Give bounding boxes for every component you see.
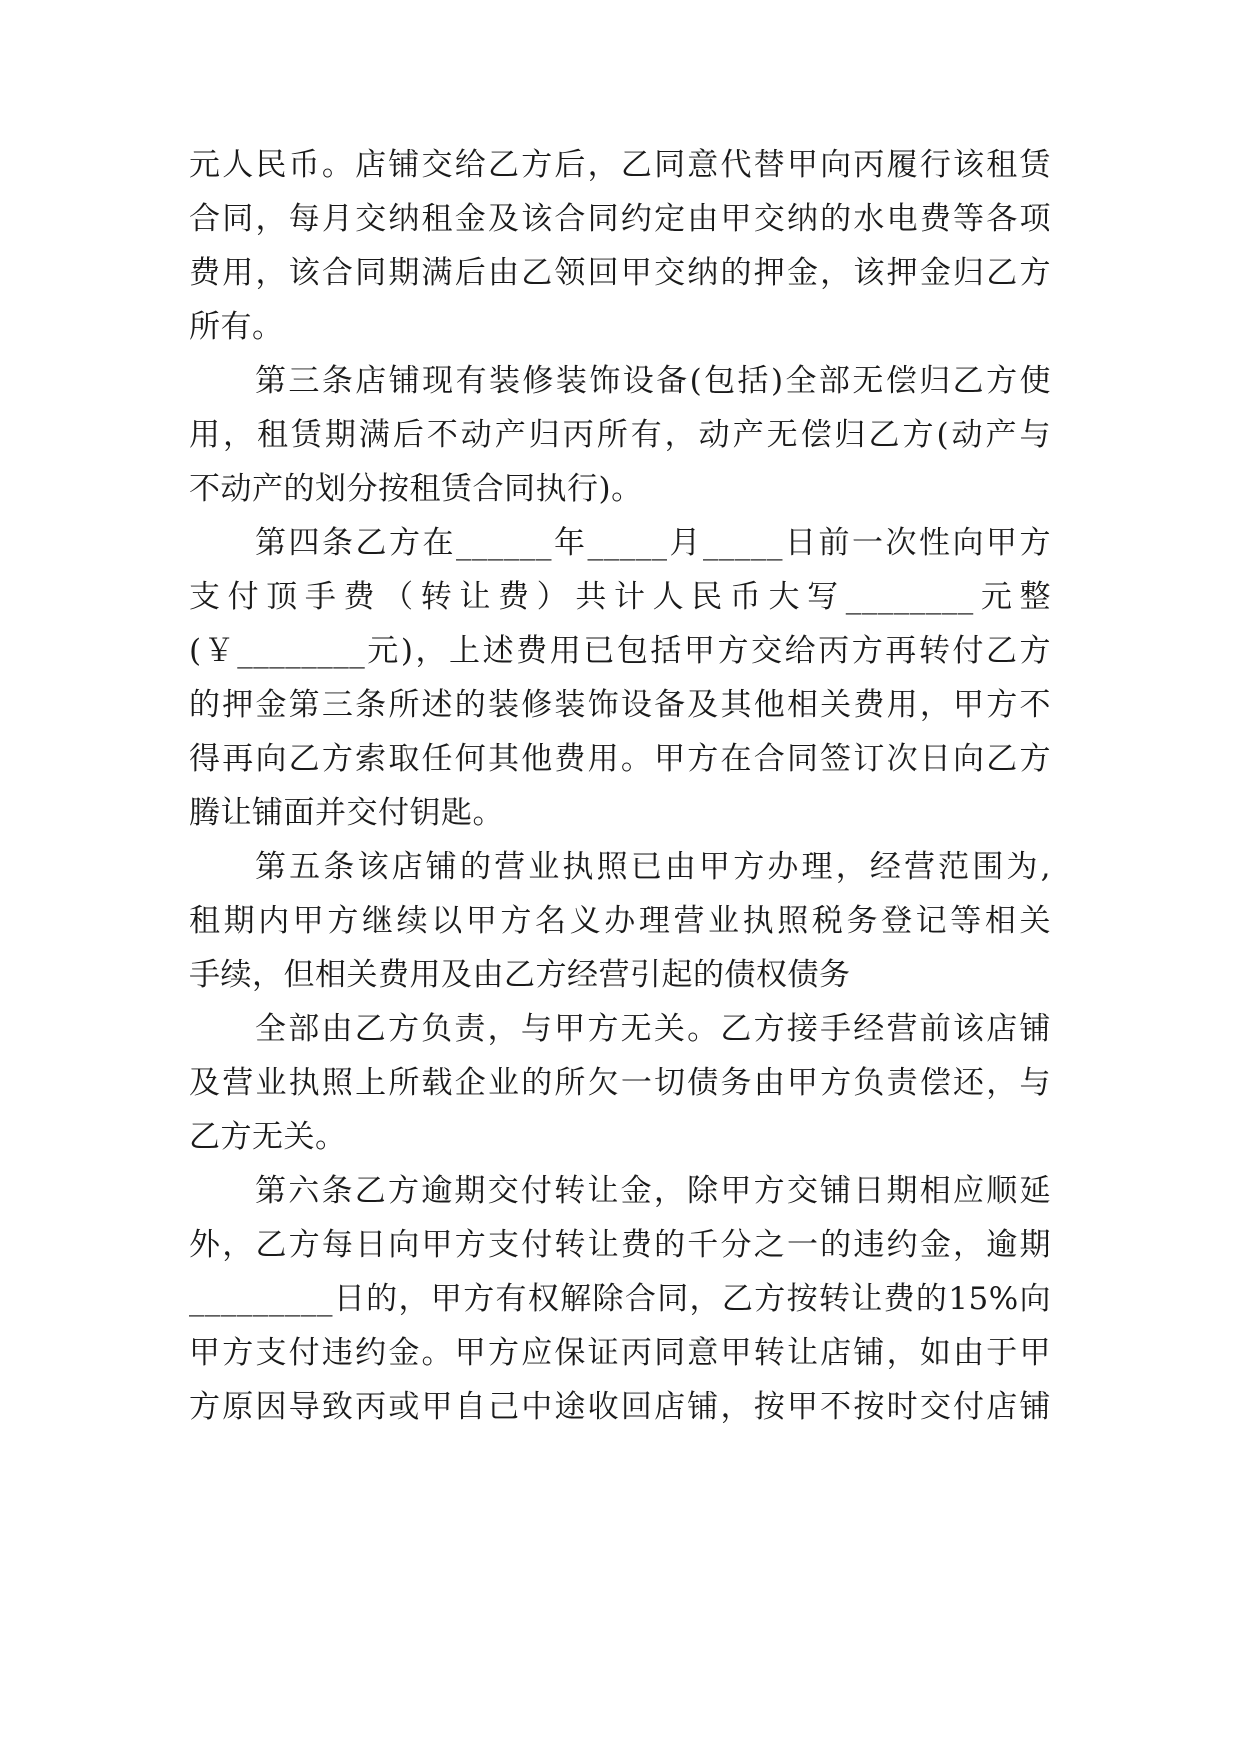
- text-line: 第六条乙方逾期交付转让金，除甲方交铺日期相应顺延: [255, 1173, 1051, 1209]
- text-line: 租期内甲方继续以甲方名义办理营业执照税务登记等相关: [189, 903, 1051, 939]
- text-line: (￥________元)，上述费用已包括甲方交给丙方再转付乙方: [189, 633, 1051, 669]
- text-line: 的押金第三条所述的装修装饰设备及其他相关费用，甲方不: [189, 687, 1051, 723]
- text-line: 第三条店铺现有装修装饰设备(包括)全部无偿归乙方使: [255, 363, 1051, 399]
- text-line: 外，乙方每日向甲方支付转让费的千分之一的违约金，逾期: [189, 1227, 1051, 1263]
- text-line: 甲方支付违约金。甲方应保证丙同意甲转让店铺，如由于甲: [189, 1335, 1051, 1371]
- text-line: 第五条该店铺的营业执照已由甲方办理，经营范围为,: [255, 849, 1051, 885]
- text-line: 乙方无关。: [189, 1119, 347, 1155]
- text-line: 手续，但相关费用及由乙方经营引起的债权债务: [189, 957, 851, 993]
- text-line: 费用，该合同期满后由乙领回甲交纳的押金，该押金归乙方: [189, 255, 1051, 291]
- text-line: 元人民币。店铺交给乙方后，乙同意代替甲向丙履行该租赁: [189, 147, 1051, 183]
- text-line: _________日的，甲方有权解除合同，乙方按转让费的15%向: [189, 1281, 1051, 1317]
- text-line: 方原因导致丙或甲自己中途收回店铺，按甲不按时交付店铺: [189, 1389, 1051, 1425]
- text-line: 支付顶手费（转让费）共计人民币大写________元整: [189, 579, 1051, 615]
- text-line: 合同，每月交纳租金及该合同约定由甲交纳的水电费等各项: [189, 201, 1051, 237]
- text-line: 得再向乙方索取任何其他费用。甲方在合同签订次日向乙方: [189, 741, 1051, 777]
- text-line: 全部由乙方负责，与甲方无关。乙方接手经营前该店铺: [255, 1011, 1051, 1047]
- text-line: 不动产的划分按租赁合同执行)。: [189, 471, 643, 507]
- text-line: 第四条乙方在______年_____月_____日前一次性向甲方: [255, 525, 1051, 561]
- text-line: 用，租赁期满后不动产归丙所有，动产无偿归乙方(动产与: [189, 417, 1051, 453]
- text-line: 及营业执照上所载企业的所欠一切债务由甲方负责偿还，与: [189, 1065, 1051, 1101]
- text-line: 腾让铺面并交付钥匙。: [189, 795, 504, 831]
- text-line: 所有。: [189, 309, 284, 345]
